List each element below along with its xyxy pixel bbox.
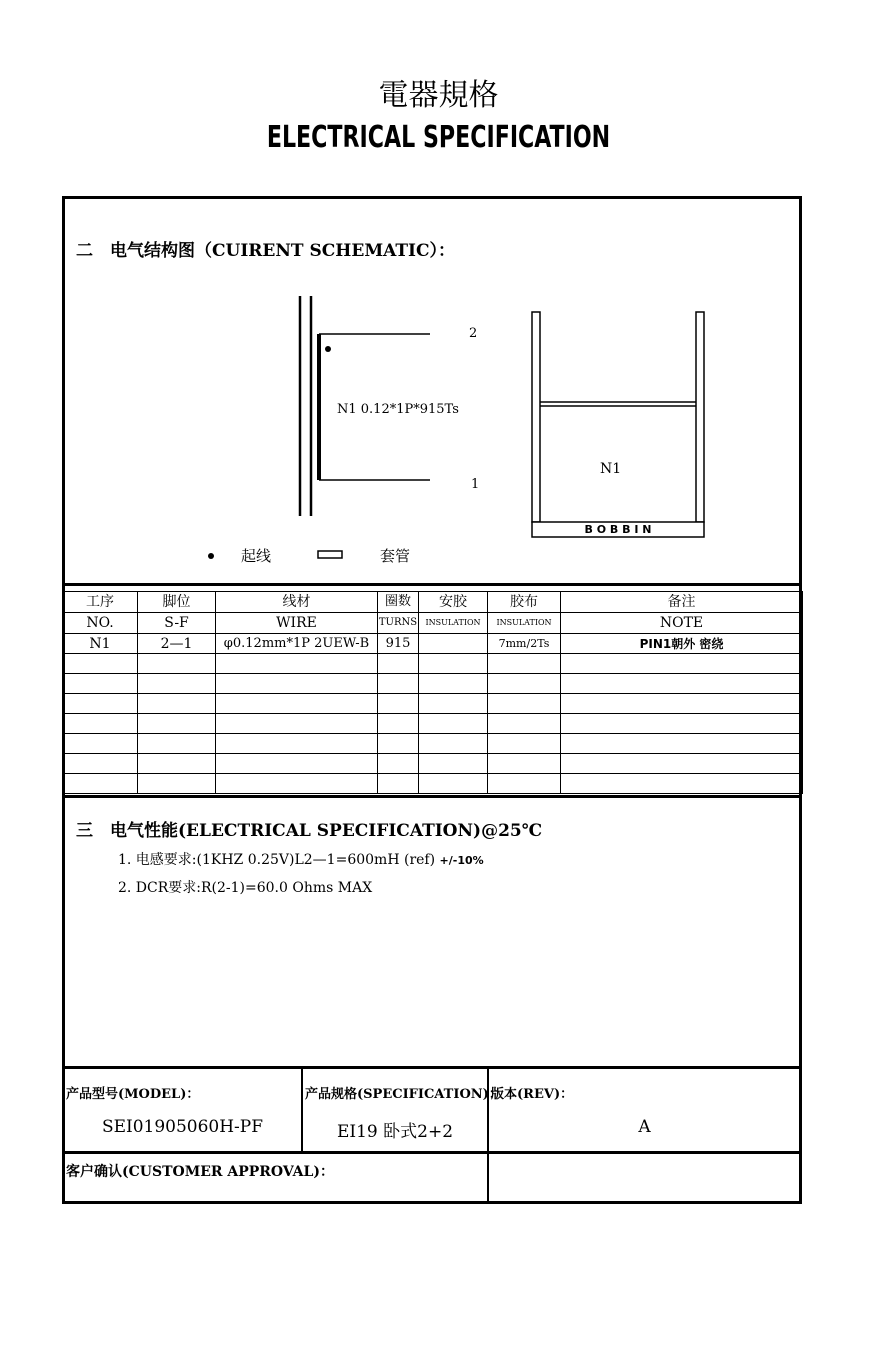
table-row <box>63 734 803 754</box>
cell-insulation1 <box>419 674 488 694</box>
cell-no: N1 <box>63 634 138 654</box>
cell-turns <box>378 774 419 794</box>
cell-sf <box>138 674 216 694</box>
cell-turns <box>378 734 419 754</box>
cell-sf <box>138 774 216 794</box>
cell-insulation1 <box>419 714 488 734</box>
cell-note <box>561 714 803 734</box>
section-divider-2 <box>62 795 802 798</box>
cell-no <box>63 754 138 774</box>
cell-note <box>561 754 803 774</box>
legend-sleeve-icon <box>318 551 342 558</box>
cell-sf <box>138 714 216 734</box>
rev-label: 版本(REV)： <box>491 1087 574 1102</box>
header-insulation2-en: INSULATION <box>488 613 561 634</box>
header-wire-en: WIRE <box>216 613 378 634</box>
bobbin-flange-right <box>696 312 704 522</box>
performance-item-2: 2. DCR要求:R(2-1)=60.0 Ohms MAX <box>118 880 373 896</box>
cell-insulation1 <box>419 774 488 794</box>
section-divider-1 <box>62 583 802 586</box>
cell-sf: 2—1 <box>138 634 216 654</box>
pin-1-label: 1 <box>471 477 480 492</box>
header-sf-en: S-F <box>138 613 216 634</box>
table-header-row-cn <box>63 592 803 613</box>
header-note-cn: 备注 <box>561 592 803 613</box>
bobbin-winding-label: N1 <box>600 461 622 477</box>
header-turns-cn: 圈数 <box>378 592 419 613</box>
footer-divider-top <box>62 1066 802 1069</box>
header-sf-cn: 脚位 <box>138 592 216 613</box>
legend-graphics <box>204 548 354 562</box>
model-value: SEI01905060H-PF <box>101 1117 264 1137</box>
cell-insulation2 <box>488 754 561 774</box>
table-header-row-en <box>63 613 803 634</box>
rev-value: A <box>638 1117 651 1137</box>
winding-label: N1 0.12*1P*915Ts <box>337 402 459 417</box>
cell-wire <box>216 654 378 674</box>
cell-insulation2 <box>488 774 561 794</box>
cell-turns <box>378 714 419 734</box>
cell-no <box>63 774 138 794</box>
cell-insulation1 <box>419 734 488 754</box>
cell-no <box>63 734 138 754</box>
header-turns-en: TURNS <box>378 613 419 634</box>
cell-insulation1 <box>419 634 488 654</box>
table-row <box>63 634 803 654</box>
cell-wire: φ0.12mm*1P 2UEW-B <box>216 634 378 654</box>
cell-wire <box>216 774 378 794</box>
performance-heading: 三 电气性能(ELECTRICAL SPECIFICATION)@25℃ <box>76 821 543 841</box>
cell-note <box>561 774 803 794</box>
bobbin-label: B O B B I N <box>584 523 652 536</box>
cell-sf <box>138 654 216 674</box>
cell-insulation2 <box>488 654 561 674</box>
winding-table <box>62 591 803 794</box>
cell-sf <box>138 734 216 754</box>
table-row <box>63 774 803 794</box>
header-no-cn: 工序 <box>63 592 138 613</box>
footer-divider-middle <box>62 1151 802 1154</box>
model-label: 产品型号(MODEL)： <box>66 1087 200 1102</box>
table-row <box>63 694 803 714</box>
cell-sf <box>138 694 216 714</box>
cell-turns <box>378 694 419 714</box>
cell-no <box>63 694 138 714</box>
cell-wire <box>216 674 378 694</box>
header-wire-cn: 线材 <box>216 592 378 613</box>
cell-wire <box>216 694 378 714</box>
cell-note <box>561 734 803 754</box>
table-row <box>63 674 803 694</box>
cell-wire <box>216 734 378 754</box>
spec-label: 产品规格(SPECIFICATION)： <box>305 1087 502 1102</box>
pin-2-label: 2 <box>469 326 478 341</box>
customer-approval-label: 客户确认(CUSTOMER APPROVAL)： <box>66 1164 334 1180</box>
table-row <box>63 714 803 734</box>
cell-insulation2 <box>488 674 561 694</box>
header-insulation1-en: INSULATION <box>419 613 488 634</box>
cell-insulation1 <box>419 754 488 774</box>
header-insulation2-cn: 胶布 <box>488 592 561 613</box>
spec-value: EI19 卧式2+2 <box>336 1122 454 1142</box>
cell-turns <box>378 754 419 774</box>
inductance-tolerance: +/-10% <box>439 854 484 867</box>
performance-item-1 <box>118 849 484 869</box>
schematic-heading: 二 电气结构图（CUIRENT SCHEMATIC）： <box>76 241 456 261</box>
cell-note: PIN1朝外 密绕 <box>561 634 803 654</box>
table-row <box>63 754 803 774</box>
legend-dot-icon <box>208 553 214 559</box>
cell-insulation2 <box>488 714 561 734</box>
cell-sf <box>138 754 216 774</box>
cell-wire <box>216 714 378 734</box>
header-note-en: NOTE <box>561 613 803 634</box>
page-title-english: ELECTRICAL SPECIFICATION <box>266 120 611 155</box>
cell-note <box>561 694 803 714</box>
header-no-en: NO. <box>63 613 138 634</box>
cell-no <box>63 674 138 694</box>
legend-start-label: 起线 <box>241 547 272 565</box>
table-row <box>63 654 803 674</box>
page-title-chinese: 電器規格 <box>378 78 499 113</box>
cell-no <box>63 714 138 734</box>
cell-insulation2 <box>488 734 561 754</box>
cell-note <box>561 674 803 694</box>
cell-turns: 915 <box>378 634 419 654</box>
bobbin-flange-left <box>532 312 540 522</box>
cell-insulation1 <box>419 694 488 714</box>
cell-wire <box>216 754 378 774</box>
cell-insulation2: 7mm/2Ts <box>488 634 561 654</box>
cell-turns <box>378 654 419 674</box>
cell-turns <box>378 674 419 694</box>
legend-sleeve-label: 套管 <box>380 547 411 565</box>
header-insulation1-cn: 安胶 <box>419 592 488 613</box>
start-dot-icon <box>325 346 331 352</box>
cell-insulation1 <box>419 654 488 674</box>
cell-no <box>63 654 138 674</box>
inductance-requirement: 1. 电感要求:(1KHZ 0.25V)L2—1=600mH (ref) <box>118 852 436 868</box>
cell-insulation2 <box>488 694 561 714</box>
cell-note <box>561 654 803 674</box>
